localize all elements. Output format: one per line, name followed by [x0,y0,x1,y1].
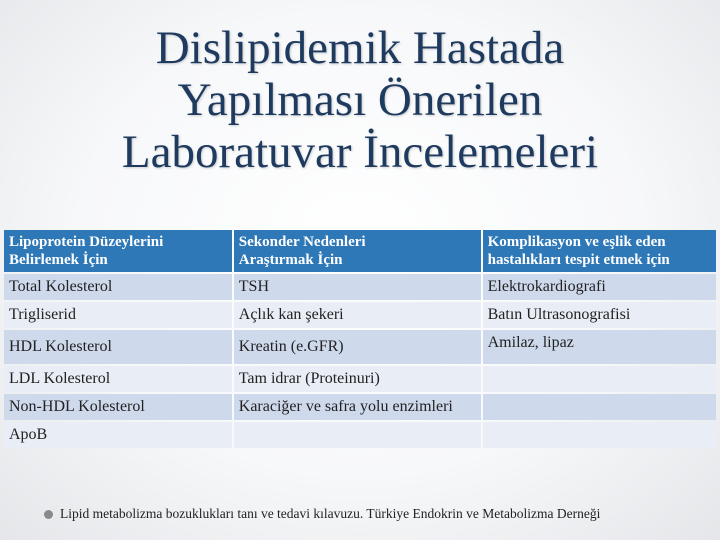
table-cell: Kreatin (e.GFR) [234,330,481,364]
header-lipoprotein: Lipoprotein Düzeylerini Belirlemek İçin [4,230,232,272]
title-line-2: Yapılması Önerilen [177,74,543,126]
table-cell: Karaciğer ve safra yolu enzimleri [234,394,481,420]
citation-text: Lipid metabolizma bozuklukları tanı ve tedavi kılavuzu. Türkiye Endokrin ve Metabolizma Derneği [60,506,601,521]
table-cell: Açlık kan şekeri [234,302,481,328]
table-cell: Batın Ultrasonografisi [483,302,716,328]
table-cell: Trigliserid [4,302,232,328]
lab-tests-table [2,228,718,450]
table-cell [483,422,716,448]
table-header-row [4,230,716,272]
table-cell [483,366,716,392]
table-row [4,274,716,300]
title-line-3: Laboratuvar İncelemeleri [121,126,599,178]
bullet-icon [44,510,53,519]
slide-title [0,22,720,178]
table-cell: Total Kolesterol [4,274,232,300]
table-row [4,330,716,364]
header-secondary-causes: Sekonder Nedenleri Araştırmak İçin [234,230,481,272]
table-row [4,302,716,328]
table-cell [483,394,716,420]
table-row [4,422,716,448]
table-row [4,366,716,392]
table-cell: LDL Kolesterol [4,366,232,392]
table-cell: Non-HDL Kolesterol [4,394,232,420]
table-cell: ApoB [4,422,232,448]
title-line-1: Dislipidemik Hastada [155,22,565,74]
table-cell: HDL Kolesterol [4,330,232,364]
table-cell: Tam idrar (Proteinuri) [234,366,481,392]
header-complications: Komplikasyon ve eşlik eden hastalıkları tespit etmek için [483,230,716,272]
table-cell [234,422,481,448]
table-cell: TSH [234,274,481,300]
table-cell: Amilaz, lipaz [483,330,716,364]
table-cell: Elektrokardiografi [483,274,716,300]
table-row [4,394,716,420]
